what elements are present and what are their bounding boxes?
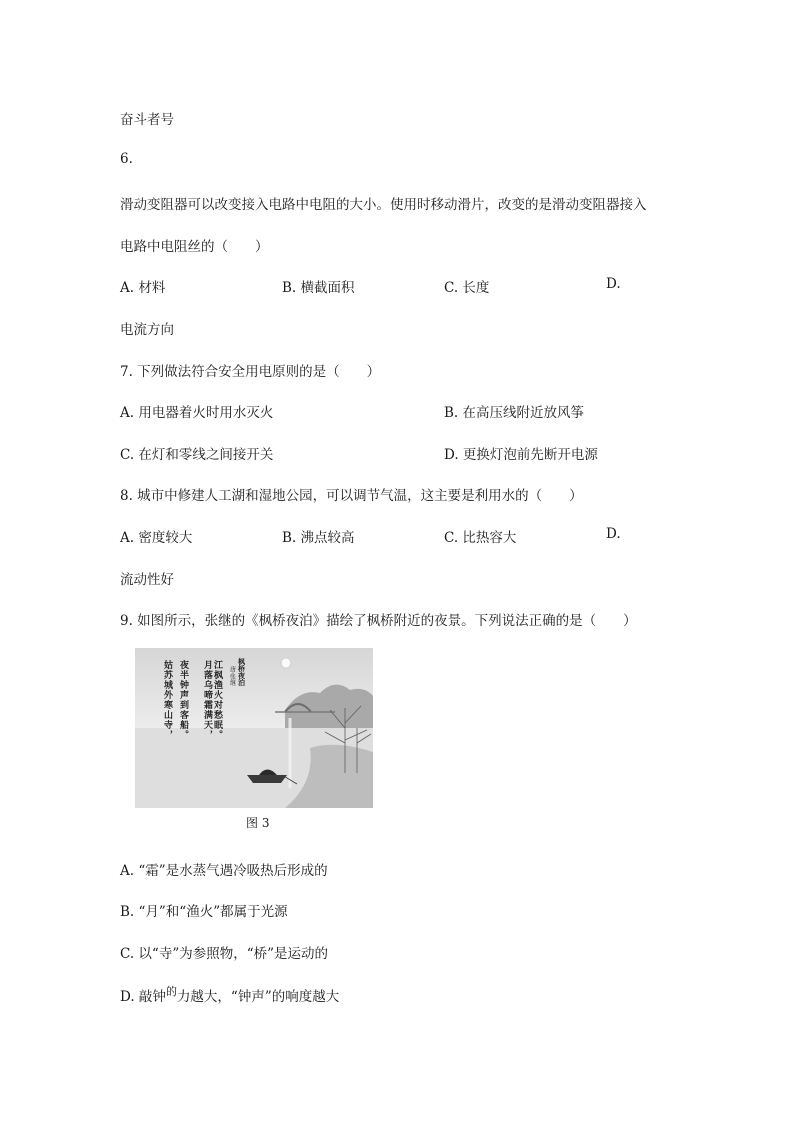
q7-option-a: A. 用电器着火时用水灭火 <box>120 405 274 421</box>
painting-image <box>135 648 373 808</box>
header-title: 奋斗者号 <box>120 112 174 128</box>
poem-line-4: 夜半钟声到客船。 <box>178 660 188 740</box>
poem-author: 唐·张继 <box>228 666 236 686</box>
poem-title: 枫桥夜泊 <box>237 658 247 686</box>
q9-option-b: B. “月”和“渔火”都属于光源 <box>120 904 288 920</box>
q6-option-d: D. <box>606 276 621 292</box>
q9-option-d <box>120 985 339 1005</box>
figure-caption: 图 3 <box>246 816 270 830</box>
q8-option-d: D. <box>606 526 621 542</box>
q6-option-c: C. 长度 <box>444 280 490 296</box>
poem-line-1: 月落乌啼霜满天， <box>202 660 212 740</box>
q8-option-d-continued: 流动性好 <box>120 572 174 588</box>
poem-line-3: 姑苏城外寒山寺， <box>162 660 172 740</box>
q7-option-b: B. 在高压线附近放风筝 <box>444 405 585 421</box>
poem-line-2: 江枫渔火对愁眠。 <box>212 660 222 740</box>
q9-stem: 9. 如图所示，张继的《枫桥夜泊》描绘了枫桥附近的夜景。下列说法正确的是（ ） <box>120 613 637 629</box>
q6-stem-line2: 电路中电阻丝的（ ） <box>120 239 269 255</box>
q8-option-b: B. 沸点较高 <box>282 530 355 546</box>
q6-option-b: B. 横截面积 <box>282 280 355 296</box>
q7-option-c: C. 在灯和零线之间接开关 <box>120 447 274 463</box>
q6-number: 6. <box>120 151 133 167</box>
q6-option-a: A. 材料 <box>120 280 166 296</box>
q6-option-d-continued: 电流方向 <box>120 322 174 338</box>
q8-option-a: A. 密度较大 <box>120 530 193 546</box>
moon-icon <box>281 658 291 668</box>
q9-option-a: A. “霜”是水蒸气遇冷吸热后形成的 <box>120 863 328 879</box>
q9-option-d-sup: 的 <box>165 985 177 998</box>
q8-stem: 8. 城市中修建人工湖和湿地公园，可以调节气温，这主要是利用水的（ ） <box>120 488 583 504</box>
q9-option-d-pre: D. 敲钟 <box>120 989 166 1005</box>
q9-option-c: C. 以“寺”为参照物，“桥”是运动的 <box>120 946 329 962</box>
q6-stem-line1: 滑动变阻器可以改变接入电路中电阻的大小。使用时移动滑片，改变的是滑动变阻器接入 <box>120 197 647 213</box>
q9-option-d-post: 力越大，“钟声”的响度越大 <box>176 989 340 1005</box>
q8-option-c: C. 比热容大 <box>444 530 517 546</box>
q7-stem: 7. 下列做法符合安全用电原则的是（ ） <box>120 364 381 380</box>
q7-option-d: D. 更换灯泡前先断开电源 <box>444 447 598 463</box>
q9-figure-painting <box>135 648 373 832</box>
